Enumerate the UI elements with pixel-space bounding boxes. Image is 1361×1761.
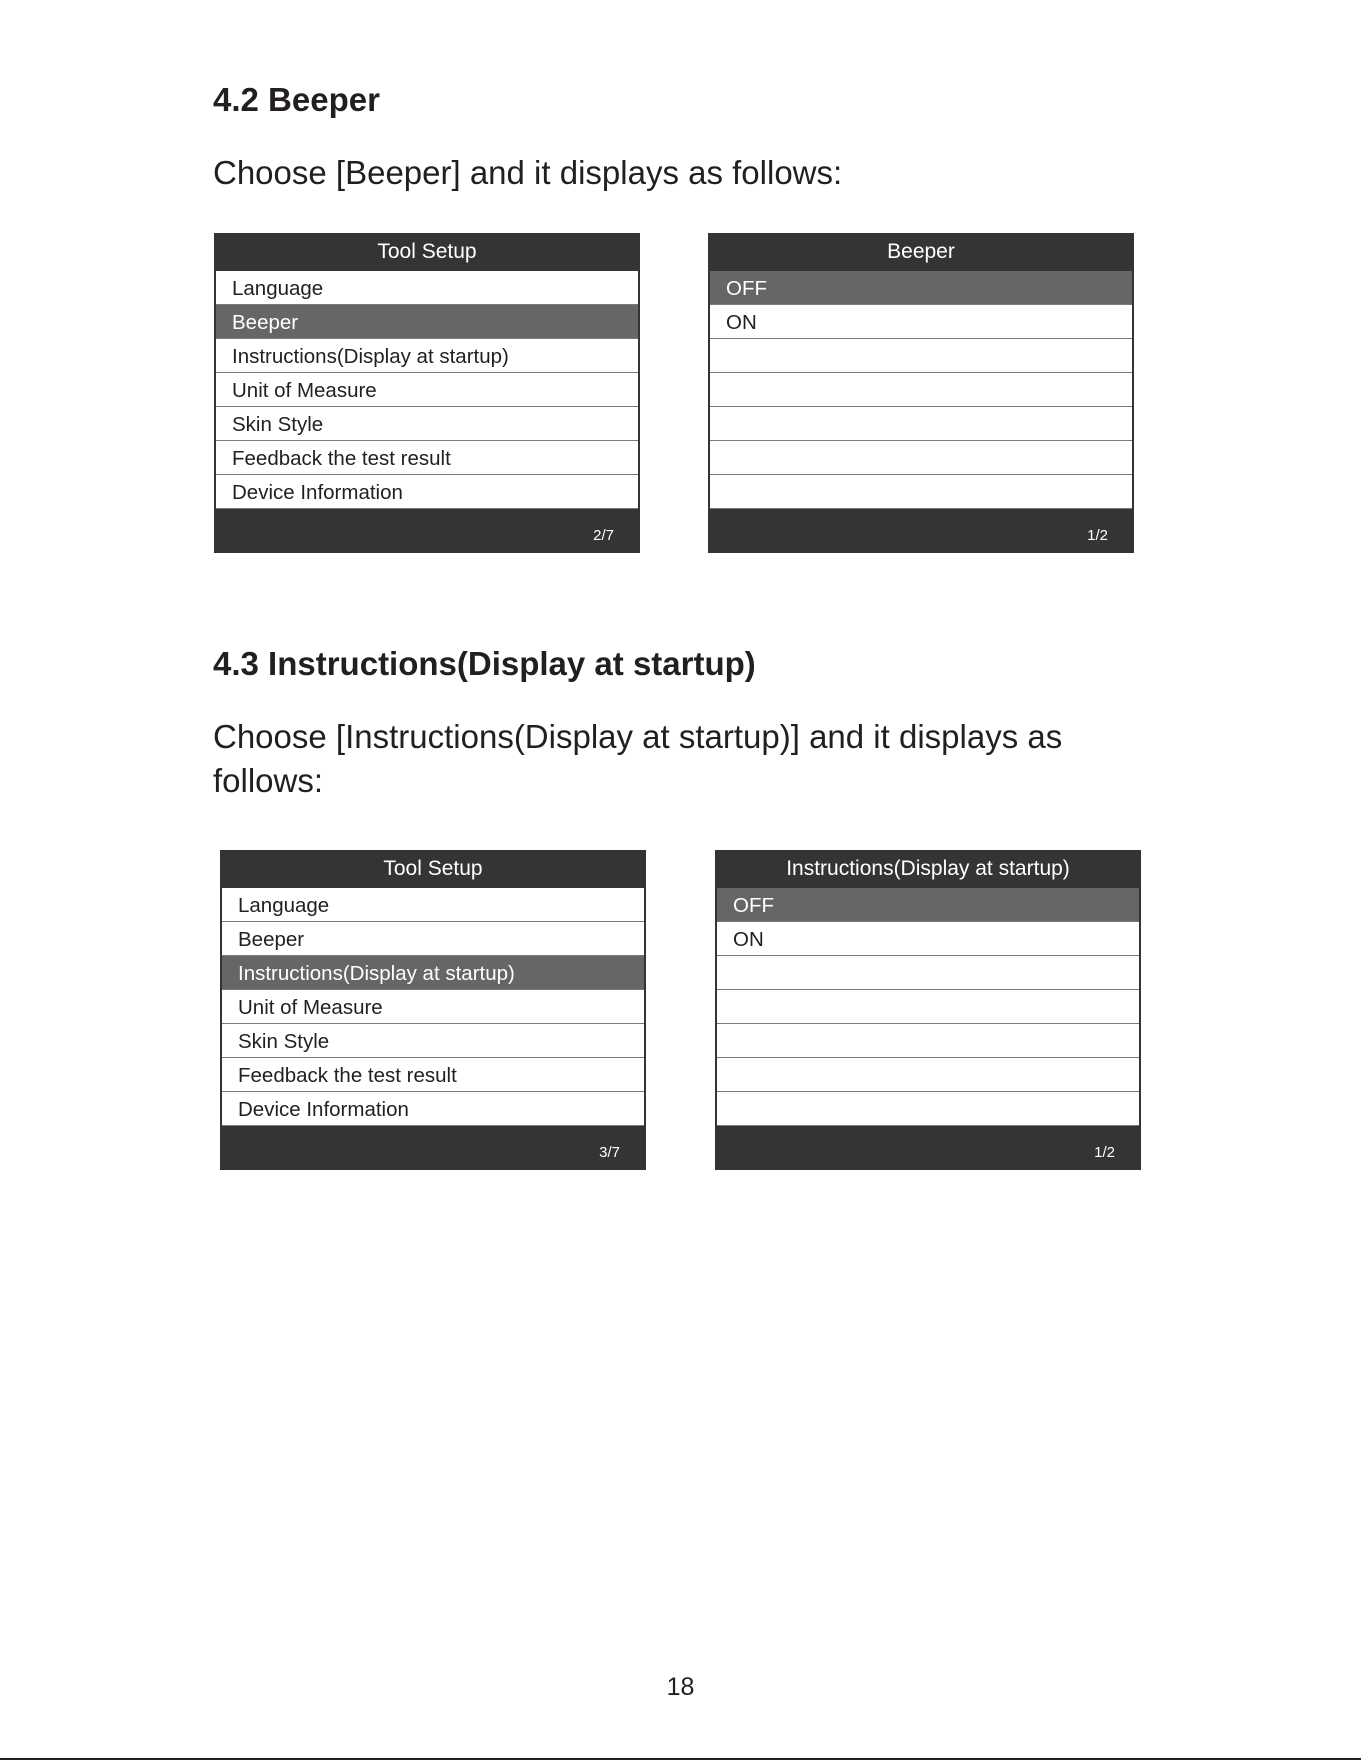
menu-item-skin-style[interactable]: Skin Style bbox=[216, 407, 638, 441]
section-paragraph-beeper: Choose [Beeper] and it displays as follows: bbox=[213, 154, 843, 191]
menu-item-instructions-display-at-startup[interactable]: Instructions(Display at startup) bbox=[216, 339, 638, 373]
menu-item-empty bbox=[710, 441, 1132, 475]
menu-item-empty bbox=[717, 1024, 1139, 1058]
tool-setup-screen-beeper bbox=[214, 233, 640, 553]
screen-title: Tool Setup bbox=[383, 857, 483, 880]
page-indicator: 3/7 bbox=[599, 1144, 620, 1161]
beeper-screen bbox=[708, 233, 1134, 553]
section-heading-instructions: 4.3 Instructions(Display at startup) bbox=[213, 645, 756, 682]
menu-item-empty bbox=[710, 339, 1132, 373]
screen-title: Beeper bbox=[887, 240, 955, 263]
menu-item-on[interactable]: ON bbox=[710, 305, 1132, 339]
page-indicator: 1/2 bbox=[1094, 1144, 1115, 1161]
menu-item-device-information[interactable]: Device Information bbox=[216, 475, 638, 509]
tool-setup-screen-instructions bbox=[220, 850, 646, 1170]
menu-item-off[interactable]: OFF bbox=[717, 888, 1139, 922]
page-indicator: 2/7 bbox=[593, 527, 614, 544]
bottom-rule bbox=[0, 1758, 1361, 1760]
menu-item-instructions-display-at-startup[interactable]: Instructions(Display at startup) bbox=[222, 956, 644, 990]
menu-item-feedback-the-test-result[interactable]: Feedback the test result bbox=[216, 441, 638, 475]
page-number: 18 bbox=[666, 1673, 695, 1701]
menu-item-empty bbox=[710, 407, 1132, 441]
screen-title: Tool Setup bbox=[377, 240, 477, 263]
menu-item-empty bbox=[717, 956, 1139, 990]
menu-item-empty bbox=[717, 1058, 1139, 1092]
menu-item-language[interactable]: Language bbox=[216, 271, 638, 305]
menu-list bbox=[216, 271, 638, 509]
menu-item-unit-of-measure[interactable]: Unit of Measure bbox=[222, 990, 644, 1024]
menu-list bbox=[222, 888, 644, 1126]
menu-item-beeper[interactable]: Beeper bbox=[216, 305, 638, 339]
menu-item-on[interactable]: ON bbox=[717, 922, 1139, 956]
section-paragraph-instructions: Choose [Instructions(Display at startup)] and it displays as follows: bbox=[213, 718, 1063, 799]
menu-item-empty bbox=[717, 1092, 1139, 1126]
menu-item-feedback-the-test-result[interactable]: Feedback the test result bbox=[222, 1058, 644, 1092]
menu-item-empty bbox=[710, 475, 1132, 509]
menu-item-skin-style[interactable]: Skin Style bbox=[222, 1024, 644, 1058]
page-indicator: 1/2 bbox=[1087, 527, 1108, 544]
option-list bbox=[717, 888, 1139, 1126]
screen-title: Instructions(Display at startup) bbox=[786, 857, 1070, 880]
menu-item-empty bbox=[717, 990, 1139, 1024]
section-heading-beeper: 4.2 Beeper bbox=[213, 81, 380, 118]
option-list bbox=[710, 271, 1132, 509]
menu-item-language[interactable]: Language bbox=[222, 888, 644, 922]
menu-item-off[interactable]: OFF bbox=[710, 271, 1132, 305]
menu-item-beeper[interactable]: Beeper bbox=[222, 922, 644, 956]
instructions-screen bbox=[715, 850, 1141, 1170]
menu-item-empty bbox=[710, 373, 1132, 407]
menu-item-unit-of-measure[interactable]: Unit of Measure bbox=[216, 373, 638, 407]
menu-item-device-information[interactable]: Device Information bbox=[222, 1092, 644, 1126]
